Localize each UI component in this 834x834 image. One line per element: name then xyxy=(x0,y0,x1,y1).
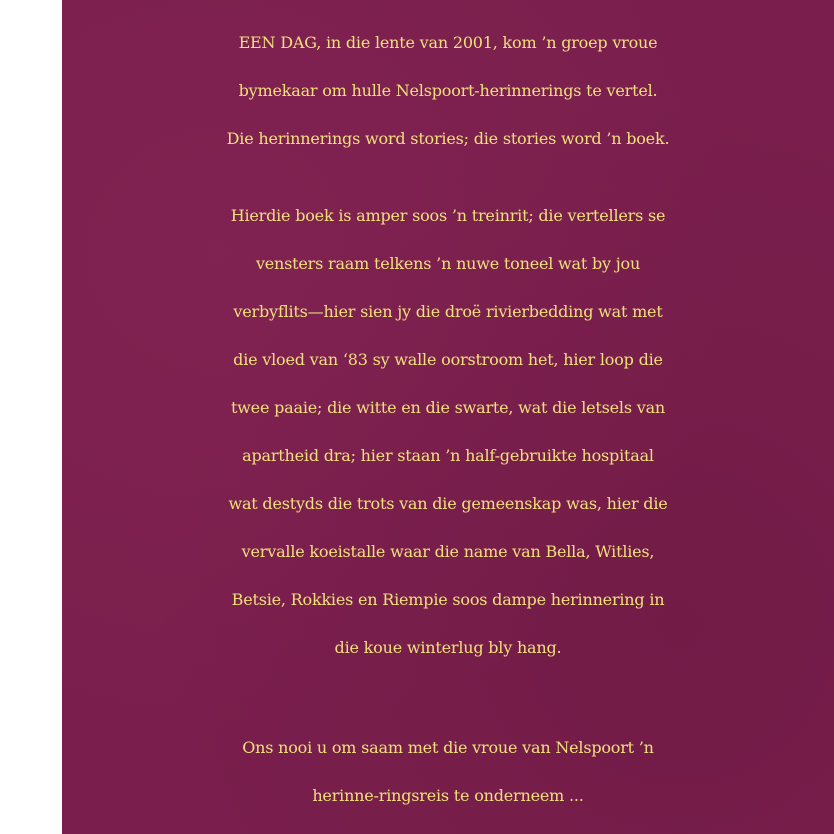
text-line: Hierdie boek is amper soos ’n treinrit; die vertellers se xyxy=(230,206,666,225)
paragraph-body xyxy=(62,192,834,672)
text-line: vensters raam telkens ’n nuwe toneel wat by jou xyxy=(255,254,641,273)
text-line: Die herinnerings word stories; die stories word ’n boek. xyxy=(226,129,670,148)
paragraph-invitation xyxy=(62,724,834,820)
text-line: bymekaar om hulle Nelspoort-herinnerings te vertel. xyxy=(238,81,658,100)
paragraph-intro xyxy=(62,19,834,163)
text-line: die koue winterlug bly hang. xyxy=(334,638,562,657)
text-line: herinne-ringsreis te onderneem ... xyxy=(312,786,584,805)
text-line: apartheid dra; hier staan ’n half-gebruikte hospitaal xyxy=(242,446,654,465)
text-line: vervalle koeistalle waar die name van Bella, Witlies, xyxy=(241,542,655,561)
text-line: twee paaie; die witte en die swarte, wat die letsels van xyxy=(230,398,666,417)
text-line: Betsie, Rokkies en Riempie soos dampe herinnering in xyxy=(231,590,665,609)
book-cover-back xyxy=(62,0,834,834)
text-line: verbyflits—hier sien jy die droë rivierbedding wat met xyxy=(233,302,663,321)
text-line: die vloed van ‘83 sy walle oorstroom het, hier loop die xyxy=(233,350,663,369)
text-line: wat destyds die trots van die gemeenskap was, hier die xyxy=(228,494,668,513)
text-line: EEN DAG, in die lente van 2001, kom ’n groep vroue xyxy=(238,33,658,52)
text-line: Ons nooi u om saam met die vroue van Nelspoort ’n xyxy=(242,738,654,757)
